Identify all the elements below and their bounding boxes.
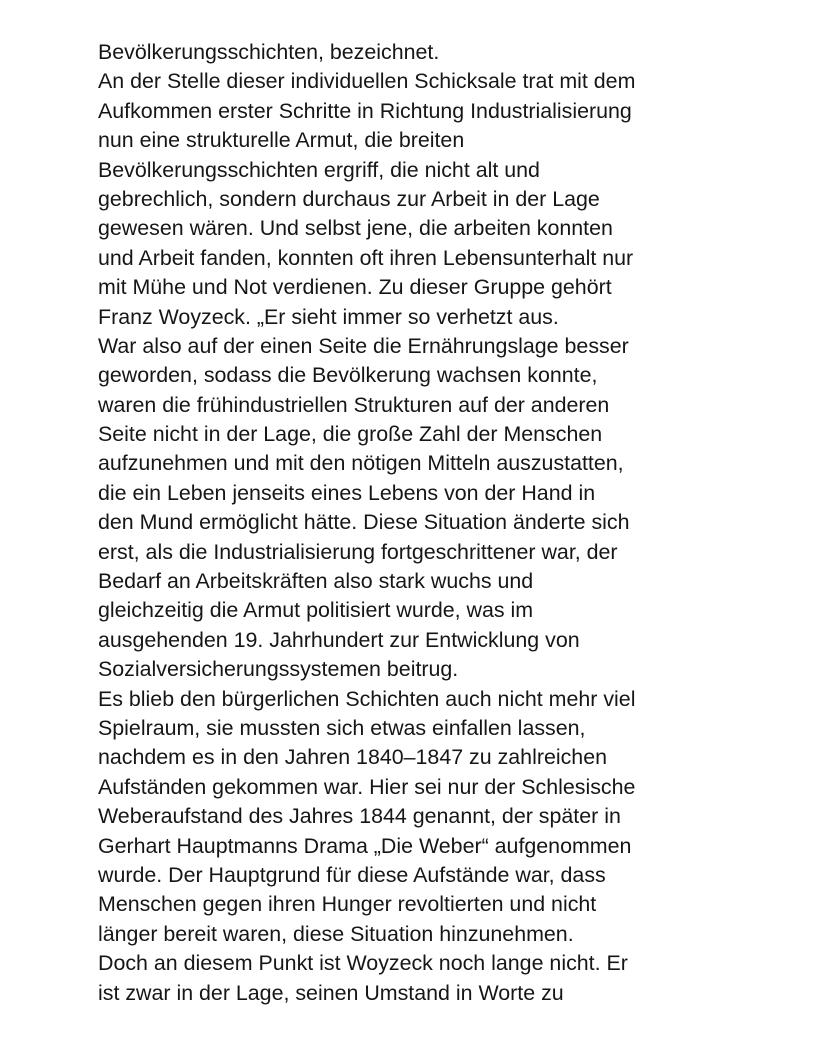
text-line: nun eine strukturelle Armut, die breiten <box>98 128 465 153</box>
text-line: aufzunehmen und mit den nötigen Mitteln auszustatten, <box>98 451 624 476</box>
text-line: Spielraum, sie mussten sich etwas einfallen lassen, <box>98 715 586 740</box>
text-line: Bedarf an Arbeitskräften also stark wuchs und <box>98 569 534 594</box>
text-line: War also auf der einen Seite die Ernährungslage besser <box>98 333 629 358</box>
text-line: An der Stelle dieser individuellen Schicksale trat mit dem <box>98 69 636 94</box>
text-line: ist zwar in der Lage, seinen Umstand in Worte zu <box>98 980 564 1005</box>
text-line: Weberaufstand des Jahres 1844 genannt, der später in <box>98 804 621 829</box>
text-line: Doch an diesem Punkt ist Woyzeck noch lange nicht. Er <box>98 951 628 976</box>
text-line: länger bereit waren, diese Situation hinzunehmen. <box>98 921 574 946</box>
text-line: Menschen gegen ihren Hunger revoltierten und nicht <box>98 892 597 917</box>
text-line: die ein Leben jenseits eines Lebens von der Hand in <box>98 480 596 505</box>
text-line: ausgehenden 19. Jahrhundert zur Entwicklung von <box>98 627 580 652</box>
text-line: erst, als die Industrialisierung fortgeschrittener war, der <box>98 539 618 564</box>
text-line: Gerhart Hauptmanns Drama „Die Weber“ aufgenommen <box>98 833 632 858</box>
text-line: nachdem es in den Jahren 1840–1847 zu zahlreichen <box>98 745 607 770</box>
text-line: den Mund ermöglicht hätte. Diese Situation änderte sich <box>98 510 630 535</box>
text-line: gleichzeitig die Armut politisiert wurde, was im <box>98 598 534 623</box>
text-line: mit Mühe und Not verdienen. Zu dieser Gruppe gehört <box>98 275 612 300</box>
text-line: und Arbeit fanden, konnten oft ihren Lebensunterhalt nur <box>98 245 634 270</box>
text-line: Aufständen gekommen war. Hier sei nur der Schlesische <box>98 774 636 799</box>
document-page <box>98 38 798 1008</box>
text-line: Franz Woyzeck. „Er sieht immer so verhetzt aus. <box>98 304 559 329</box>
text-line: geworden, sodass die Bevölkerung wachsen konnte, <box>98 363 598 388</box>
text-line: wurde. Der Hauptgrund für diese Aufstände war, dass <box>98 862 606 887</box>
text-line: Bevölkerungsschichten, bezeichnet. <box>98 40 440 64</box>
text-line: gebrechlich, sondern durchaus zur Arbeit in der Lage <box>98 186 600 211</box>
text-line: Es blieb den bürgerlichen Schichten auch nicht mehr viel <box>98 686 636 711</box>
text-line: gewesen wären. Und selbst jene, die arbeiten konnten <box>98 216 613 241</box>
text-line: Sozialversicherungssystemen beitrug. <box>98 657 459 682</box>
text-line: Seite nicht in der Lage, die große Zahl der Menschen <box>98 422 603 447</box>
text-line: Bevölkerungsschichten ergriff, die nicht alt und <box>98 157 540 182</box>
text-line: Aufkommen erster Schritte in Richtung Industrialisierung <box>98 98 632 123</box>
text-line: waren die frühindustriellen Strukturen auf der anderen <box>98 392 610 417</box>
